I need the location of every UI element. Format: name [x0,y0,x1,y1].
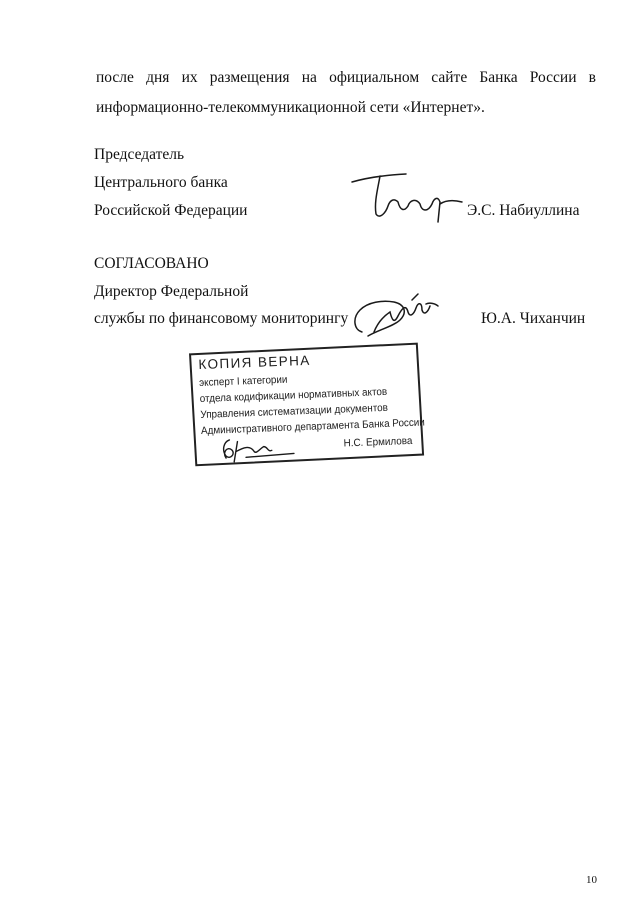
agreement-signatory-name: Ю.А. Чиханчин [481,310,586,327]
agreement-heading: СОГЛАСОВАНО [94,255,209,272]
agreement-title-line-2: службы по финансовому мониторингу [94,310,349,327]
signatory-title-line-1: Председатель [94,146,185,163]
signatory-name: Э.С. Набиуллина [467,202,580,219]
certified-copy-stamp [190,345,426,462]
page-number: 10 [586,874,597,886]
stamp-line-3: Управления систематизации документов [200,401,389,422]
stamp-line-2: отдела кодификации нормативных актов [199,385,388,406]
stamp-signer-name: Н.С. Ермилова [343,434,413,450]
signatory-title-line-3: Российской Федерации [94,202,248,219]
stamp-signature [215,433,296,464]
signature-chikhanchin [348,292,440,348]
stamp-title: КОПИЯ ВЕРНА [198,352,311,373]
signatory-title-line-2: Центрального банка [94,174,228,191]
stamp-line-1: эксперт I категории [198,373,288,390]
body-paragraph: после дня их размещения на официальном сайте Банка России в информационно-телекоммуникационной сети «Интернет». [96,69,596,116]
stamp-line-4: Административного департамента Банка России [200,416,426,438]
signature-nabiullina [346,166,464,230]
agreement-title-line-1: Директор Федеральной [94,283,249,300]
